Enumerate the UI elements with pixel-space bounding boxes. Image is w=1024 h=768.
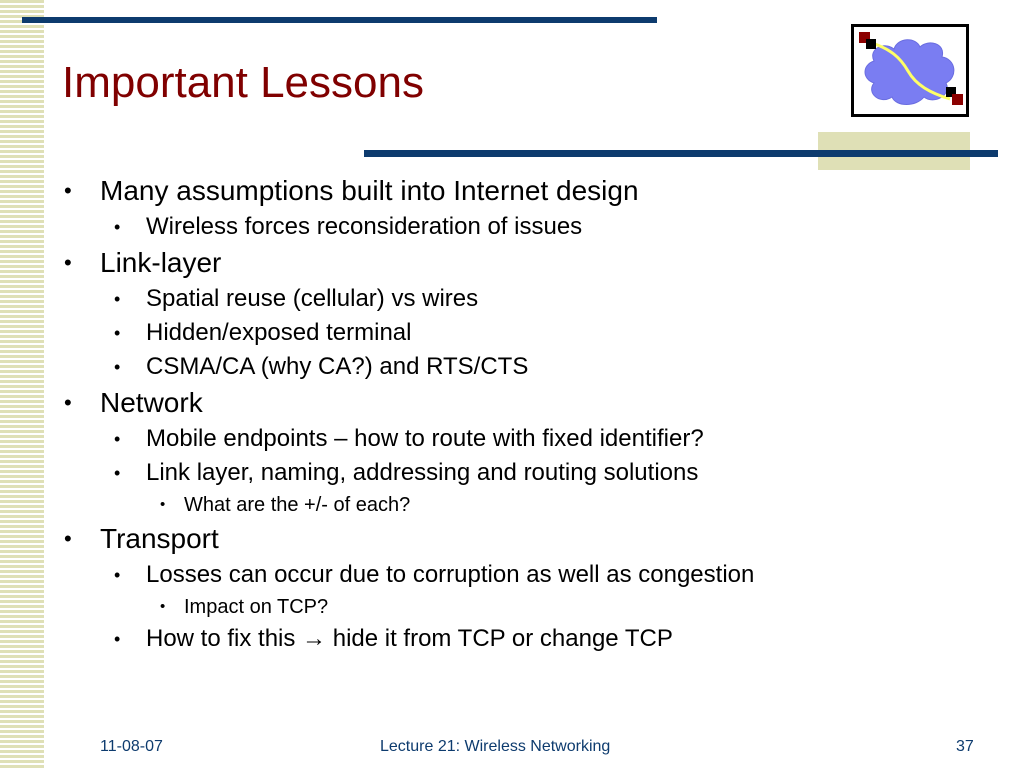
footer-title: Lecture 21: Wireless Networking	[380, 738, 611, 755]
bullet-dot: •	[114, 357, 121, 377]
bullet-text: Transport	[100, 523, 219, 554]
endpoint-node-black-top	[866, 39, 876, 49]
bullet-dot: •	[114, 629, 121, 649]
bullet-list	[64, 172, 944, 656]
bullet-dot: •	[114, 217, 121, 237]
bullet-dot: •	[64, 250, 72, 275]
bullet-text: Link-layer	[100, 247, 222, 278]
bullet-dot: •	[64, 178, 72, 203]
bullet-text: Spatial reuse (cellular) vs wires	[146, 285, 479, 312]
bullet-text: Impact on TCP?	[184, 596, 329, 618]
bullet-item	[64, 350, 944, 384]
footer-page-number: 37	[956, 738, 974, 755]
bullet-item	[64, 622, 944, 656]
left-band-divider	[44, 0, 48, 768]
top-rule	[22, 17, 657, 23]
bullet-dot: •	[114, 323, 121, 343]
bullet-item	[64, 172, 944, 210]
bullet-dot: •	[114, 289, 121, 309]
bullet-text: Hidden/exposed terminal	[146, 319, 412, 346]
bullet-text: What are the +/- of each?	[184, 494, 411, 516]
bullet-dot: •	[114, 463, 121, 483]
bullet-item	[64, 592, 944, 622]
bullet-item	[64, 558, 944, 592]
bullet-text: How to fix this → hide it from TCP or change TCP	[146, 625, 673, 652]
bullet-item	[64, 456, 944, 490]
bullet-text: CSMA/CA (why CA?) and RTS/CTS	[146, 353, 529, 380]
bullet-text: Network	[100, 387, 203, 418]
bullet-text: Link layer, naming, addressing and routing solutions	[146, 459, 699, 486]
bullet-text: Mobile endpoints – how to route with fixed identifier?	[146, 425, 704, 452]
bullet-text: Losses can occur due to corruption as well as congestion	[146, 561, 755, 588]
bullet-item	[64, 210, 944, 244]
endpoint-node-red-bottom	[952, 94, 963, 105]
bullet-item	[64, 316, 944, 350]
bullet-dot: •	[160, 496, 166, 513]
left-decorative-band	[0, 0, 48, 768]
network-cloud-icon	[851, 24, 969, 117]
bullet-dot: •	[114, 429, 121, 449]
bullet-text: Wireless forces reconsideration of issues	[146, 213, 583, 240]
bullet-item	[64, 520, 944, 558]
bullet-dot: •	[64, 390, 72, 415]
bullet-dot: •	[114, 565, 121, 585]
slide-title: Important Lessons	[62, 58, 424, 107]
bullet-item	[64, 384, 944, 422]
bullet-item	[64, 422, 944, 456]
title-rule	[364, 150, 998, 157]
bullet-item	[64, 490, 944, 520]
network-cloud-graphic	[854, 27, 966, 114]
bullet-item	[64, 282, 944, 316]
bullet-dot: •	[64, 526, 72, 551]
bullet-dot: •	[160, 598, 166, 615]
footer-date: 11-08-07	[100, 738, 163, 755]
bullet-text: Many assumptions built into Internet design	[100, 175, 639, 206]
bullet-item	[64, 244, 944, 282]
